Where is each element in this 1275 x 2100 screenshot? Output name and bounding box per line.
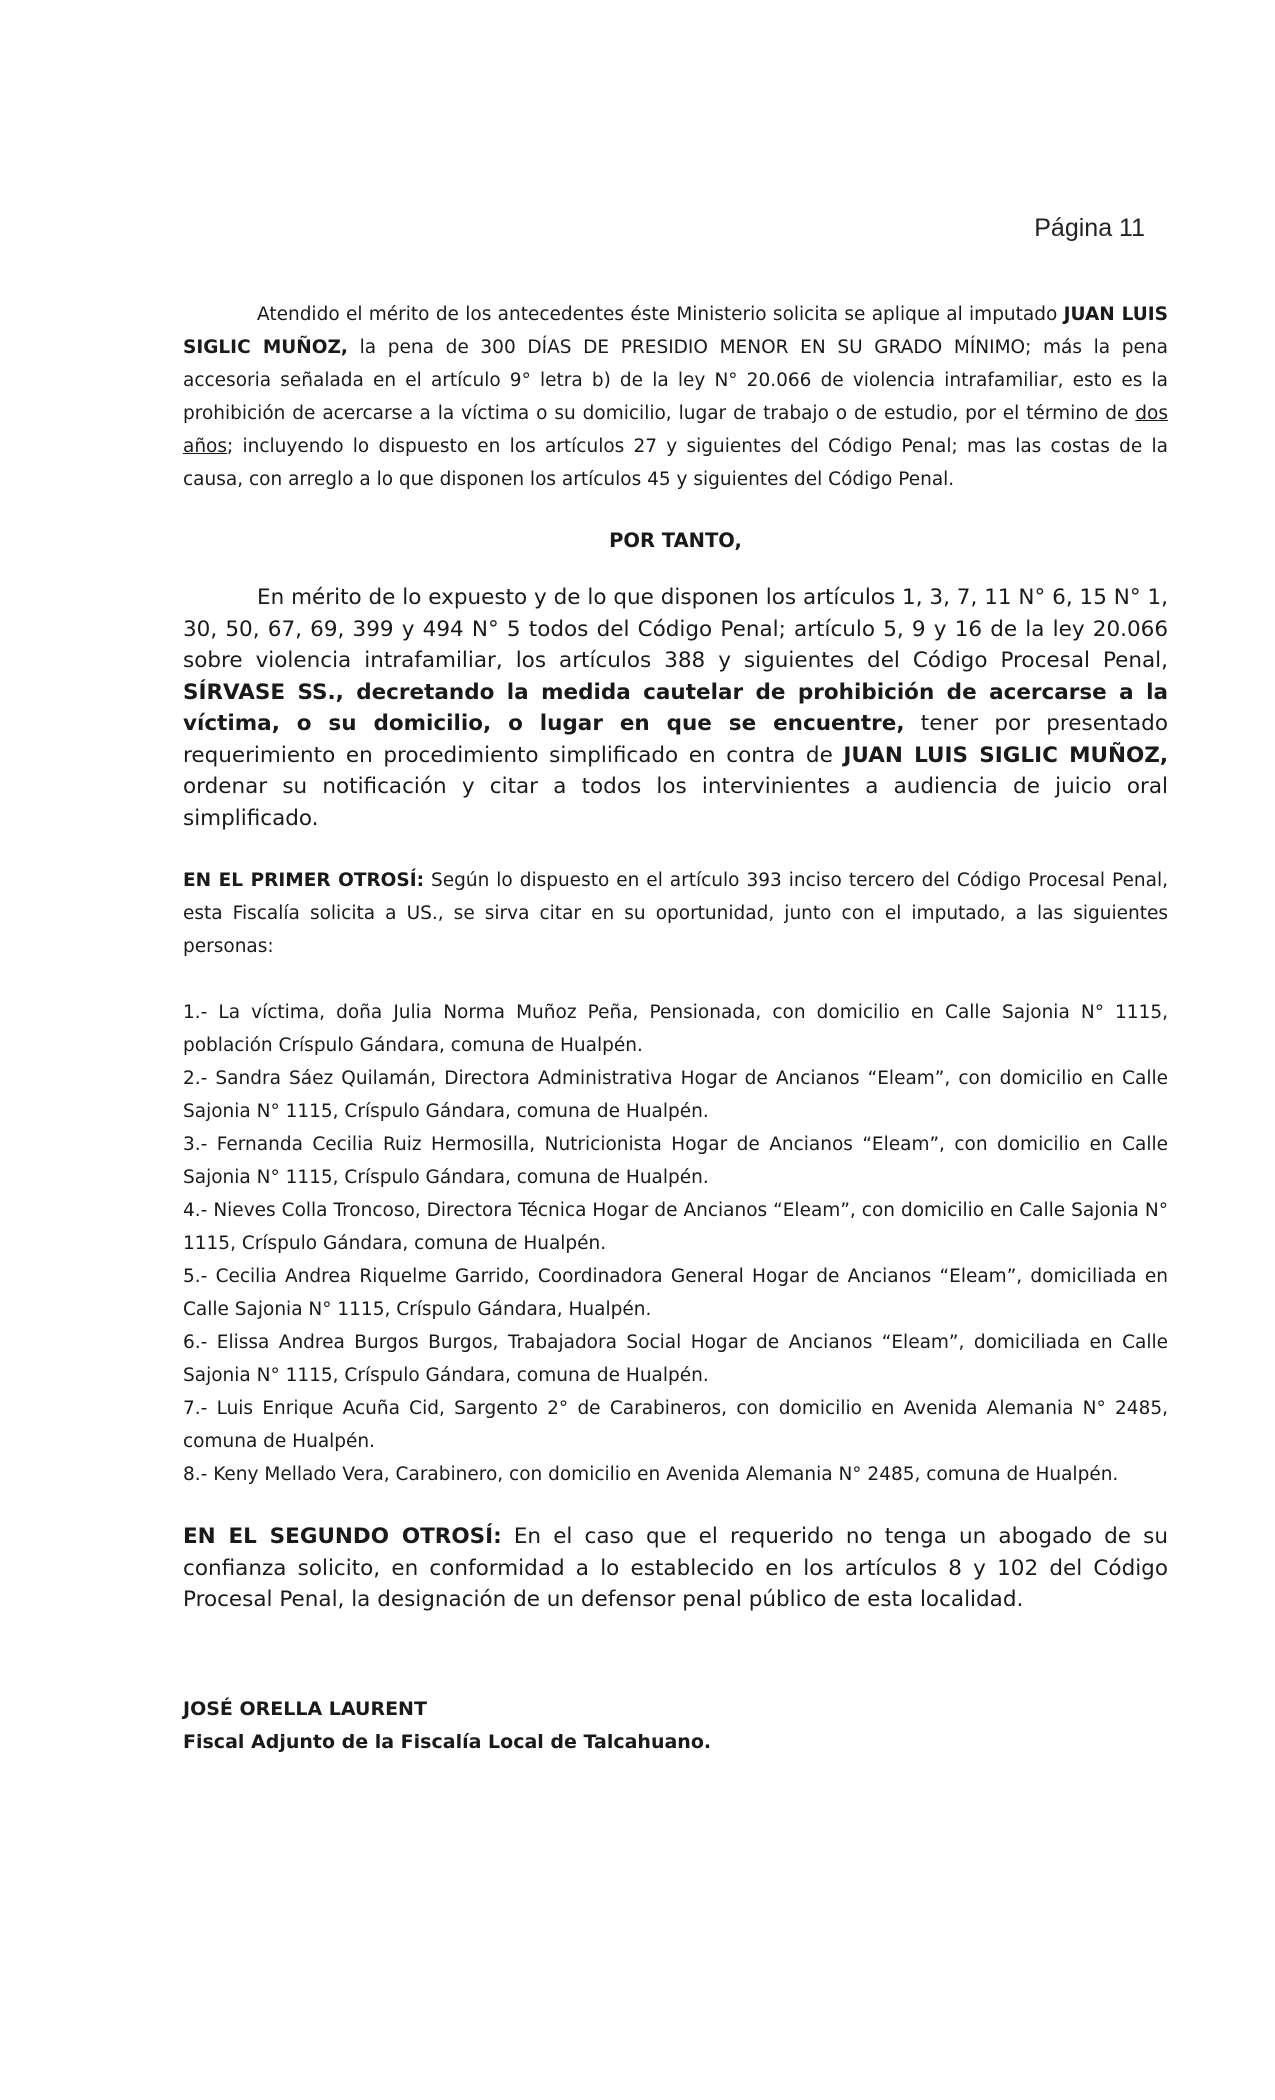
- penalty-text-3: ; incluyendo lo dispuesto en los artículos 27 y siguientes del Código Penal; mas las costas de la causa, con arreglo a lo que disponen los artículos 45 y siguientes del Código Penal.: [183, 436, 1168, 490]
- signer-title: Fiscal Adjunto de la Fiscalía Local de Talcahuano.: [183, 1731, 712, 1753]
- penalty-text-2: la pena de 300 DÍAS DE PRESIDIO MENOR EN SU GRADO MÍNIMO; más la pena accesoria señalada en el artículo 9° letra b) de la ley N° 20.066 de violencia intrafamiliar, esto es la prohibición de acercarse a la víctima o su domicilio, lugar de trabajo o de estudio, por el término de: [183, 337, 1168, 424]
- list-item: 7.- Luis Enrique Acuña Cid, Sargento 2° de Carabineros, con domicilio en Avenida Alemania N° 2485, comuna de Hualpén.: [183, 1398, 1168, 1452]
- term-duration: dos años: [183, 403, 1168, 457]
- segundo-otrosi-label: EN EL SEGUNDO OTROSÍ:: [183, 1524, 502, 1549]
- list-item: 6.- Elissa Andrea Burgos Burgos, Trabajadora Social Hogar de Ancianos “Eleam”, domiciliada en Calle Sajonia N° 1115, Críspulo Gándara, comuna de Hualpén.: [183, 1332, 1168, 1386]
- petition-text-2: tener por presentado requerimiento en procedimiento simplificado en contra de: [183, 711, 1168, 768]
- por-tanto-heading: POR TANTO,: [609, 529, 742, 552]
- list-item: 1.- La víctima, doña Julia Norma Muñoz Peña, Pensionada, con domicilio en Calle Sajonia N° 1115, población Críspulo Gándara, comuna de Hualpén.: [183, 1002, 1168, 1056]
- list-item: 5.- Cecilia Andrea Riquelme Garrido, Coordinadora General Hogar de Ancianos “Eleam”, domiciliada en Calle Sajonia N° 1115, Críspulo Gándara, Hualpén.: [183, 1266, 1168, 1320]
- petition-text-3: ordenar su notificación y citar a todos los intervinientes a audiencia de juicio oral simplificado.: [183, 774, 1168, 831]
- signature-block: [183, 1693, 711, 1759]
- penalty-paragraph: [183, 298, 1168, 496]
- primer-otrosi-paragraph: [183, 864, 1168, 963]
- primer-otrosi-label: EN EL PRIMER OTROSÍ:: [183, 870, 425, 891]
- primer-otrosi-text: Según lo dispuesto en el artículo 393 inciso tercero del Código Procesal Penal, esta Fiscalía solicita a US., se sirva citar en su oportunidad, junto con el imputado, a las siguientes personas:: [183, 870, 1168, 957]
- segundo-otrosi-text: En el caso que el requerido no tenga un abogado de su confianza solicito, en conformidad a lo establecido en los artículos 8 y 102 del Código Procesal Penal, la designación de un defensor penal público de esta localidad.: [183, 1524, 1168, 1612]
- penalty-text-1: Atendido el mérito de los antecedentes éste Ministerio solicita se aplique al imputado: [257, 304, 1064, 325]
- list-item: 3.- Fernanda Cecilia Ruiz Hermosilla, Nutricionista Hogar de Ancianos “Eleam”, con domicilio en Calle Sajonia N° 1115, Críspulo Gándara, comuna de Hualpén.: [183, 1134, 1168, 1188]
- list-item: 4.- Nieves Colla Troncoso, Directora Técnica Hogar de Ancianos “Eleam”, con domicilio en Calle Sajonia N° 1115, Críspulo Gándara, comuna de Hualpén.: [183, 1200, 1168, 1254]
- petition-paragraph: [183, 582, 1168, 834]
- petition-text-1: En mérito de lo expuesto y de lo que disponen los artículos 1, 3, 7, 11 N° 6, 15 N° 1, 30, 50, 67, 69, 399 y 494 N° 5 todos del Código Penal; artículo 5, 9 y 16 de la ley 20.066 sobre violencia intrafamiliar, los artículos 388 y siguientes del Código Procesal Penal,: [183, 585, 1168, 673]
- defendant-name: JUAN LUIS SIGLIC MUÑOZ,: [183, 304, 1169, 358]
- petition-bold-1: SÍRVASE SS., decretando la medida cautelar de prohibición de acercarse a la víctima, o su domicilio, o lugar en que se encuentre,: [183, 679, 1168, 736]
- list-item: 2.- Sandra Sáez Quilamán, Directora Administrativa Hogar de Ancianos “Eleam”, con domicilio en Calle Sajonia N° 1115, Críspulo Gándara, comuna de Hualpén.: [183, 1068, 1168, 1122]
- signer-name: JOSÉ ORELLA LAURENT: [183, 1698, 427, 1720]
- page-number: Página 11: [1034, 214, 1145, 242]
- segundo-otrosi-paragraph: [183, 1521, 1168, 1616]
- document-body: [183, 298, 1168, 1616]
- witness-list: [183, 996, 1168, 1491]
- list-item: 8.- Keny Mellado Vera, Carabinero, con domicilio en Avenida Alemania N° 2485, comuna de Hualpén.: [183, 1464, 1119, 1485]
- petition-bold-2: JUAN LUIS SIGLIC MUÑOZ,: [843, 742, 1168, 768]
